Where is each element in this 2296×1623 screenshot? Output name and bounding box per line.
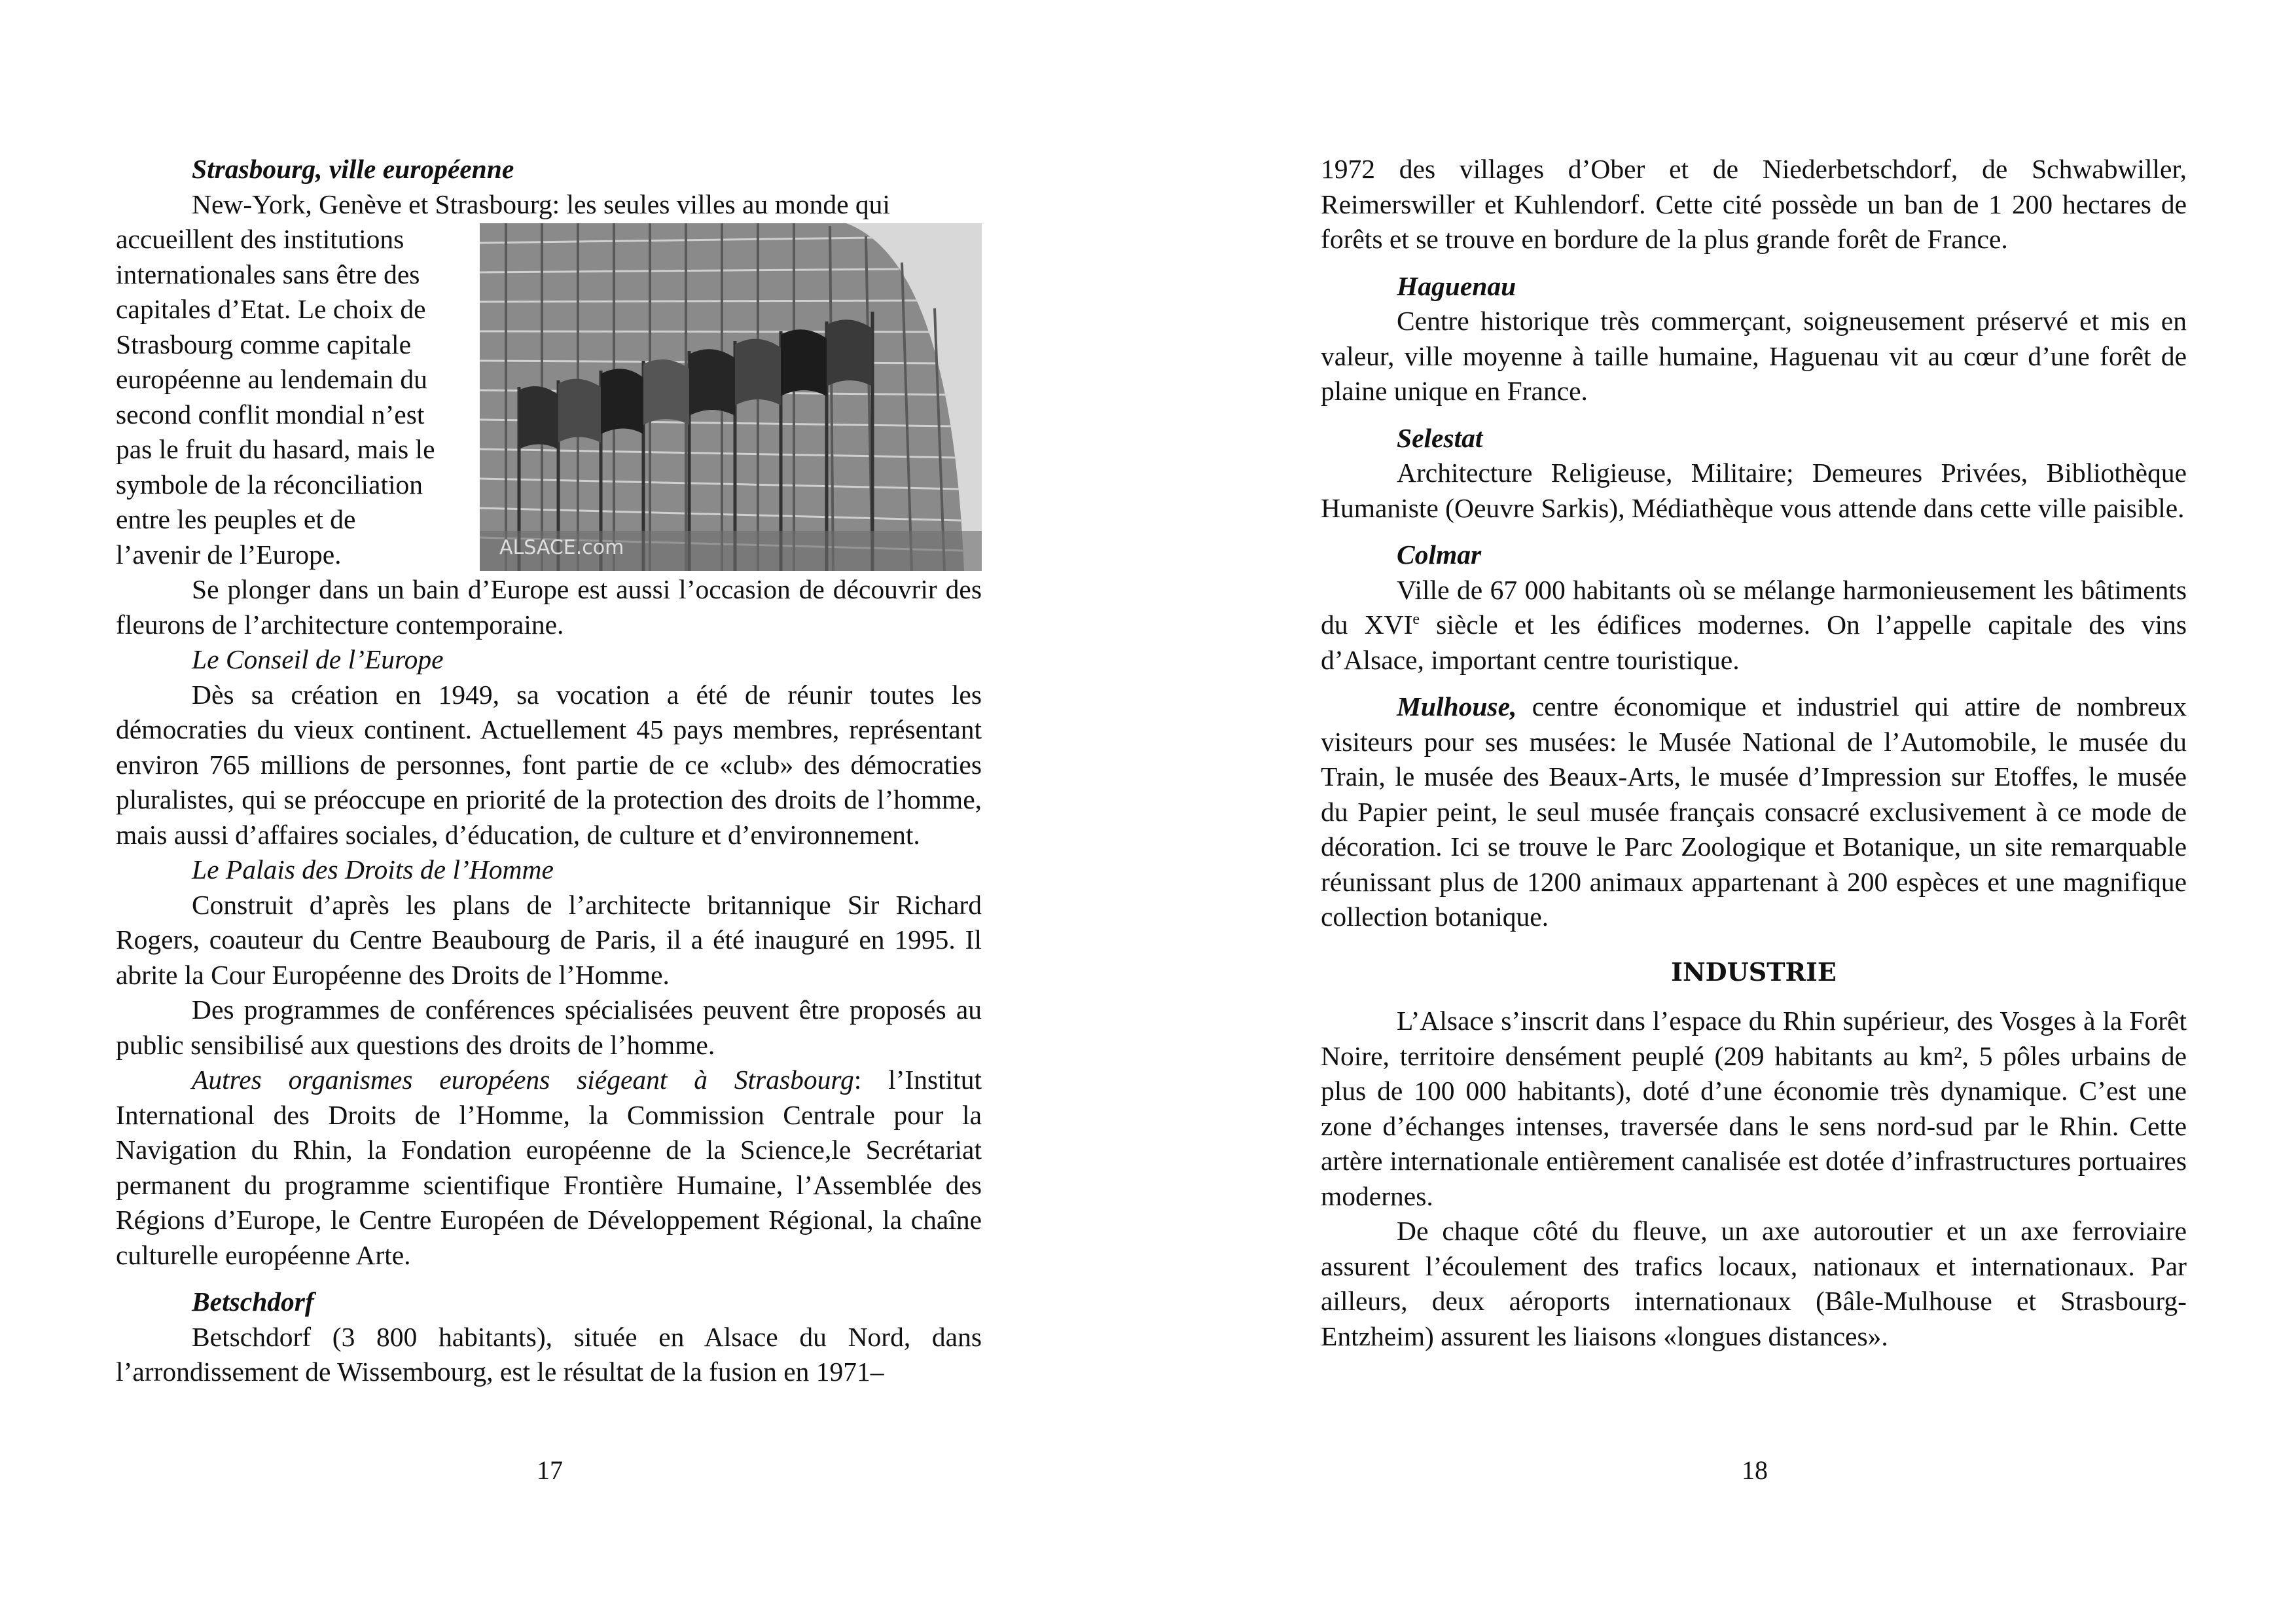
paragraph-haguenau: Centre historique très commerçant, soigneusement préservé et mis en valeur, ville moyenne à taille humaine, Haguenau vit au cœur d’une forêt de plaine unique en France.	[1321, 306, 2187, 406]
intro-with-photo	[116, 222, 982, 572]
intro-first-line: New-York, Genève et Strasbourg: les seules villes au monde qui	[192, 189, 890, 219]
heading-betschdorf: Betschdorf	[192, 1286, 314, 1317]
wrap-line: Strasbourg comme capitale	[116, 329, 411, 359]
paragraph-selestat: Architecture Religieuse, Militaire; Demeures Privées, Bibliothèque Humaniste (Oeuvre Sarkis), Médiathèque vous attende dans cette ville paisible.	[1321, 458, 2187, 523]
subheading-palais: Le Palais des Droits de l’Homme	[192, 854, 554, 884]
autres-organismes-text: : l’Institut International des Droits de l’Homme, la Commission Centrale pour la Navigation du Rhin, la Fondation européenne de la Science,le Secrétariat permanent du programme scientifique Frontière Humaine, l’Assemblée des Régions d’Europe, le Centre Européen de Développement Régional, la chaîne culturelle européenne Arte.	[116, 1065, 982, 1270]
right-column	[1321, 152, 2187, 1354]
right-page	[1148, 0, 2296, 1623]
heading-selestat: Selestat	[1397, 422, 1483, 453]
heading-colmar: Colmar	[1397, 539, 1482, 570]
paragraph-colmar	[1321, 573, 2187, 678]
paragraph-conseil: Dès sa création en 1949, sa vocation a été de réunir toutes les démocraties du vieux continent. Actuellement 45 pays membres, représentant environ 765 millions de personnes, font partie de ce «club» des démocraties pluralistes, qui se préoccupe en priorité de la protection des droits de l’homme, mais aussi d’affaires sociales, d’éducation, de culture et d’environnement.	[116, 679, 982, 850]
heading-mulhouse: Mulhouse,	[1397, 691, 1517, 721]
wrap-line: pas le fruit du hasard, mais le	[116, 434, 435, 464]
mulhouse-text: centre économique et industriel qui attire de nombreux visiteurs pour ses musées: le Musée National de l’Automobile, le musée du Train, le musée des Beaux-Arts, le musée d’Impression sur Etoffes, le musée du Papier peint, le seul musée français consacré exclusivement à ce mode de décoration. Ici se trouve le Parc Zoologique et Botanique, un site remarquable réunissant plus de 1200 animaux appartenant à 200 espèces et une magnifique collection botanique.	[1321, 691, 2187, 932]
wrap-line: entre les peuples et de	[116, 504, 356, 534]
wrap-line: l’avenir de l’Europe.	[116, 539, 342, 570]
autres-organismes-italic: Autres organismes européens siégeant à Strasbourg	[192, 1065, 854, 1095]
paragraph-industrie-2: De chaque côté du fleuve, un axe autoroutier et un axe ferroviaire assurent l’écoulement des trafics locaux, nationaux et internationaux. Par ailleurs, deux aéroports internationaux (Bâle-Mulhouse et Strasbourg-Entzheim) assurent les liaisons «longues distances».	[1321, 1216, 2187, 1351]
wrap-line: accueillent des institutions	[116, 224, 404, 254]
paragraph-betschdorf: Betschdorf (3 800 habitants), située en Alsace du Nord, dans l’arrondissement de Wissembourg, est le résultat de la fusion en 1971–	[116, 1321, 982, 1387]
colmar-superscript: e	[1412, 611, 1420, 629]
subheading-conseil: Le Conseil de l’Europe	[192, 644, 444, 674]
wrap-line: second conflit mondial n’est	[116, 399, 425, 429]
wrap-line: internationales sans être des	[116, 259, 420, 289]
photo-watermark: ALSACE.com	[499, 536, 624, 559]
paragraph-programmes: Des programmes de conférences spécialisées peuvent être proposés au public sensibilisé aux questions des droits de l’homme.	[116, 994, 982, 1060]
page-number-right: 18	[1742, 1455, 1768, 1485]
paragraph-industrie-1: L’Alsace s’inscrit dans l’espace du Rhin supérieur, des Vosges à la Forêt Noire, territoire densément peuplé (209 habitants au km², 5 pôles urbains de plus de 100 000 habitants), doté d’une économie très dynamique. C’est une zone d’échanges intenses, traversée dans le sens nord-sud par le Rhin. Cette artère internationale entièrement canalisée est dotée d’infrastructures portuaires modernes.	[1321, 1006, 2187, 1211]
paragraph-betschdorf-continued: 1972 des villages d’Ober et de Niederbetschdorf, de Schwabwiller, Reimerswiller et Kuhlendorf. Cette cité possède un ban de 1 200 hectares de forêts et se trouve en bordure de la plus grande forêt de France.	[1321, 154, 2187, 254]
heading-industrie: INDUSTRIE	[1671, 957, 1837, 987]
wrap-line: européenne au lendemain du	[116, 364, 427, 394]
colmar-text-a: Ville de 67 000 habitants où se mélange harmonieusement les bâtiments du XVI	[1321, 574, 2187, 640]
intro-wrapped-text	[116, 222, 463, 572]
photo-illustration	[480, 223, 982, 571]
colmar-text-b: siècle et les édifices modernes. On l’appelle capitale des vins d’Alsace, important centre touristique.	[1321, 610, 2187, 675]
paragraph-palais: Construit d’après les plans de l’architecte britannique Sir Richard Rogers, coauteur du Centre Beaubourg de Paris, il a été inauguré en 1995. Il abrite la Cour Européenne des Droits de l’Homme.	[116, 889, 982, 990]
wrap-line: capitales d’Etat. Le choix de	[116, 294, 426, 324]
wrap-line: symbole de la réconciliation	[116, 469, 423, 500]
heading-strasbourg: Strasbourg, ville européenne	[192, 154, 514, 184]
parliament-flags-photo	[480, 223, 982, 571]
paragraph-bain-europe: Se plonger dans un bain d’Europe est aussi l’occasion de découvrir des fleurons de l’architecture contemporaine.	[116, 574, 982, 640]
page-number-left: 17	[537, 1455, 563, 1485]
paragraph-autres-organismes	[116, 1063, 982, 1273]
paragraph-mulhouse	[1321, 689, 2187, 935]
heading-haguenau: Haguenau	[1397, 270, 1516, 301]
left-column	[116, 152, 982, 1390]
